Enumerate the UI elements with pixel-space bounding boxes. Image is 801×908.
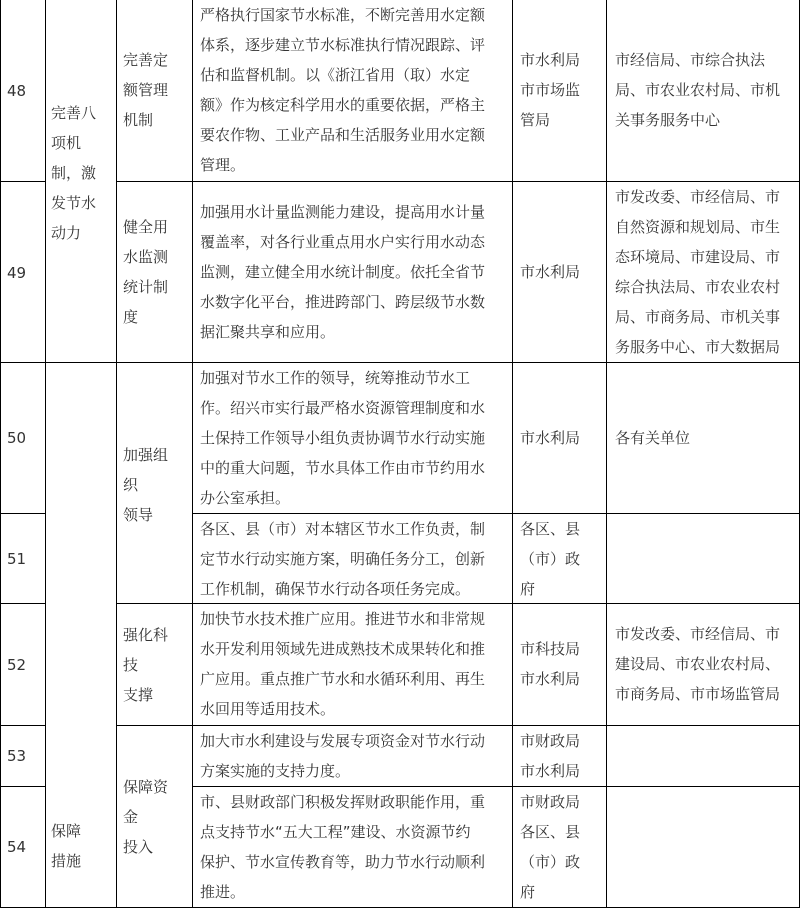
row-number-51: 51 <box>7 549 27 568</box>
supporting-units: 市经信局、市综合执法 局、市农业农村局、市机 关事务服务中心 <box>615 51 781 129</box>
lead-department: 市水利局 <box>520 263 581 281</box>
lead-department: 市水利局 市市场监 管局 <box>520 51 581 129</box>
grid-line <box>606 0 607 908</box>
task-text: 加强用水计量监测能力建设，提高用水计量 覆盖率，对各行业重点用水户实行用水动态 监测，建立健全用水统计制度。依托全省节 水数字化平台，推进跨部门、跨层级节水数 据汇聚共享和应用。 <box>200 203 486 341</box>
grid-line <box>512 0 513 908</box>
grid-line <box>0 786 45 787</box>
grid-line <box>45 0 46 908</box>
task-text: 各区、县（市）对本辖区节水工作负责，制 定节水行动实施方案，明确任务分工，创新 工作机制，确保节水行动各项任务完成。 <box>200 520 486 598</box>
task-text: 加快节水技术推广应用。推进节水和非常规 水开发利用领域先进成熟技术成果转化和推 广应用。重点推广节水和水循环利用、再生 水回用等适用技术。 <box>200 610 486 718</box>
lead-department: 市水利局 <box>520 429 581 447</box>
grid-line <box>116 603 800 604</box>
grid-line <box>0 725 45 726</box>
category-mechanisms: 完善八 项机 制，激 发节水 动力 <box>51 104 97 242</box>
row-number-48: 48 <box>7 82 27 100</box>
grid-line <box>799 0 800 908</box>
row-number-50: 50 <box>7 429 27 447</box>
row-number-54: 54 <box>7 838 27 856</box>
grid-line <box>0 181 45 182</box>
supporting-units: 市发改委、市经信局、市 建设局、市农业农村局、 市商务局、市市场监管局 <box>615 625 781 703</box>
task-text: 加大市水利建设与发展专项资金对节水行动 方案实施的支持力度。 <box>200 732 486 780</box>
grid-line <box>192 513 800 514</box>
measure-organization-leadership: 加强组 织 领导 <box>123 446 169 524</box>
measure-quota-management: 完善定 额管理 机制 <box>123 51 169 129</box>
supporting-units: 市发改委、市经信局、市 自然资源和规划局、市生 态环境局、市建设局、市 综合执法局、市农业农村 局、市商务局、市机关事 务服务中心、市大数据局 <box>615 188 781 356</box>
supporting-units: 各有关单位 <box>615 429 691 447</box>
grid-line <box>0 362 800 363</box>
task-text: 严格执行国家节水标准，不断完善用水定额 体系，逐步建立节水标准执行情况跟踪、评 估和监督机制。以《浙江省用（取）水定 额》作为核定科学用水的重要依据，严格主 要农作物、工业产品和生活服务业用水定额 管理。 <box>200 6 486 174</box>
measure-funding-input: 保障资 金 投入 <box>123 778 169 856</box>
grid-line <box>116 181 800 182</box>
grid-line <box>192 0 193 908</box>
grid-line <box>192 786 800 787</box>
lead-department: 市财政局 市水利局 <box>520 732 581 780</box>
grid-line <box>116 0 117 908</box>
task-text: 加强对节水工作的领导，统筹推动节水工 作。绍兴市实行最严格水资源管理制度和水 土保持工作领导小组负责协调节水行动实施 中的重大问题，节水具体工作由市节约用水 办公室承担。 <box>200 369 486 507</box>
lead-department: 市财政局 各区、县 （市）政 府 <box>520 793 581 901</box>
grid-line <box>0 603 45 604</box>
lead-department: 各区、县 （市）政 府 <box>520 520 581 598</box>
measure-water-monitoring: 健全用 水监测 统计制 度 <box>123 218 169 326</box>
lead-department: 市科技局 市水利局 <box>520 640 581 688</box>
grid-line <box>116 725 800 726</box>
row-number-53: 53 <box>7 747 27 765</box>
measure-technology-support: 强化科 技 支撑 <box>123 626 169 704</box>
row-number-52: 52 <box>7 656 27 674</box>
grid-line <box>0 513 45 514</box>
category-safeguards: 保障 措施 <box>51 822 82 870</box>
row-number-49: 49 <box>7 263 27 282</box>
task-text: 市、县财政部门积极发挥财政职能作用，重 点支持节水“五大工程”建设、水资源节约 保护、节水宣传教育等，助力节水行动顺利 推进。 <box>200 793 486 901</box>
grid-line <box>0 0 1 908</box>
